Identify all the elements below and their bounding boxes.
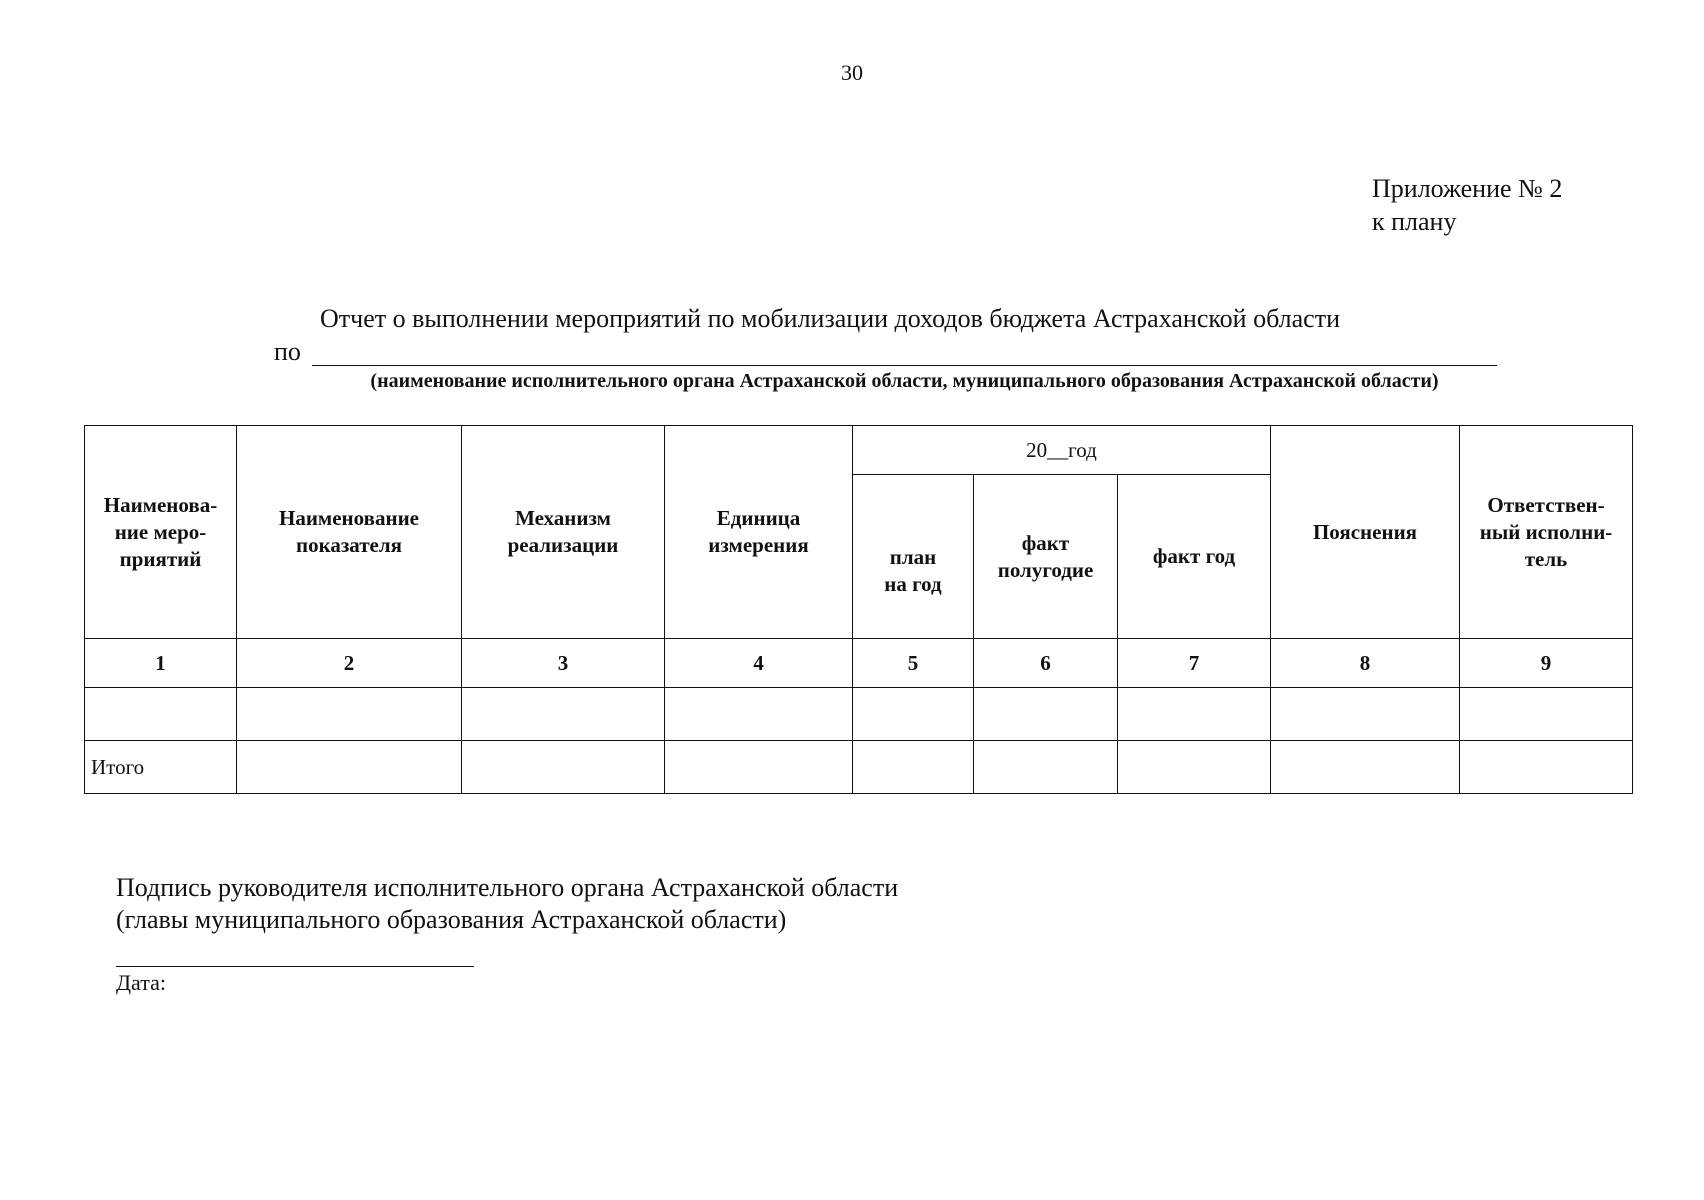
page-number: 30 <box>841 60 863 85</box>
column-number: 4 <box>665 639 853 688</box>
signature-caption-line-1: Подпись руководителя исполнительного органа Астраханской области <box>116 873 899 902</box>
header-event-name: Наименова- ние меро- приятий <box>85 426 237 639</box>
header-unit: Единица измерения <box>665 426 853 639</box>
column-number: 5 <box>853 639 974 688</box>
table-cell <box>1271 688 1460 741</box>
column-number: 6 <box>974 639 1118 688</box>
report-table <box>84 425 1633 794</box>
table-cell <box>462 688 665 741</box>
date-label: Дата: <box>116 970 166 995</box>
header-mechanism: Механизм реализации <box>462 426 665 639</box>
table-column-numbers-row <box>85 639 1633 688</box>
organization-name-caption: (наименование исполнительного органа Астраханской области, муниципального образования Астраханской области) <box>370 370 1439 392</box>
table-cell <box>1460 688 1633 741</box>
total-label: Итого <box>85 741 237 794</box>
header-indicator-name: Наименование показателя <box>237 426 462 639</box>
report-title: Отчет о выполнении мероприятий по мобилизации доходов бюджета Астраханской области <box>320 304 1340 333</box>
table-cell <box>1460 741 1633 794</box>
table-cell <box>1271 741 1460 794</box>
table-cell <box>237 688 462 741</box>
column-number: 3 <box>462 639 665 688</box>
table-cell <box>853 741 974 794</box>
header-explanations: Пояснения <box>1271 426 1460 639</box>
column-number: 2 <box>237 639 462 688</box>
table-cell <box>853 688 974 741</box>
table-cell <box>974 688 1118 741</box>
po-label: по <box>274 337 301 366</box>
table-header-row-1 <box>85 426 1633 475</box>
signature-line <box>116 966 474 967</box>
table-cell <box>1118 688 1271 741</box>
table-row <box>85 688 1633 741</box>
header-responsible: Ответствен- ный исполни- тель <box>1460 426 1633 639</box>
appendix-line-2: к плану <box>1372 207 1457 236</box>
table-cell <box>665 688 853 741</box>
column-number: 9 <box>1460 639 1633 688</box>
appendix-note <box>1372 172 1562 238</box>
table-cell <box>85 688 237 741</box>
table-cell <box>462 741 665 794</box>
header-fact-year: факт год <box>1118 475 1271 639</box>
header-plan-year: план на год <box>853 475 974 639</box>
table-total-row <box>85 741 1633 794</box>
table-cell <box>665 741 853 794</box>
header-year-group: 20__год <box>853 426 1271 475</box>
appendix-line-1: Приложение № 2 <box>1372 174 1563 203</box>
table-cell <box>237 741 462 794</box>
column-number: 7 <box>1118 639 1271 688</box>
column-number: 8 <box>1271 639 1460 688</box>
table-cell <box>974 741 1118 794</box>
header-fact-half-year: факт полугодие <box>974 475 1118 639</box>
signature-caption-line-2: (главы муниципального образования Астраханской области) <box>116 905 787 934</box>
table-cell <box>1118 741 1271 794</box>
organization-name-line <box>312 365 1497 366</box>
column-number: 1 <box>85 639 237 688</box>
